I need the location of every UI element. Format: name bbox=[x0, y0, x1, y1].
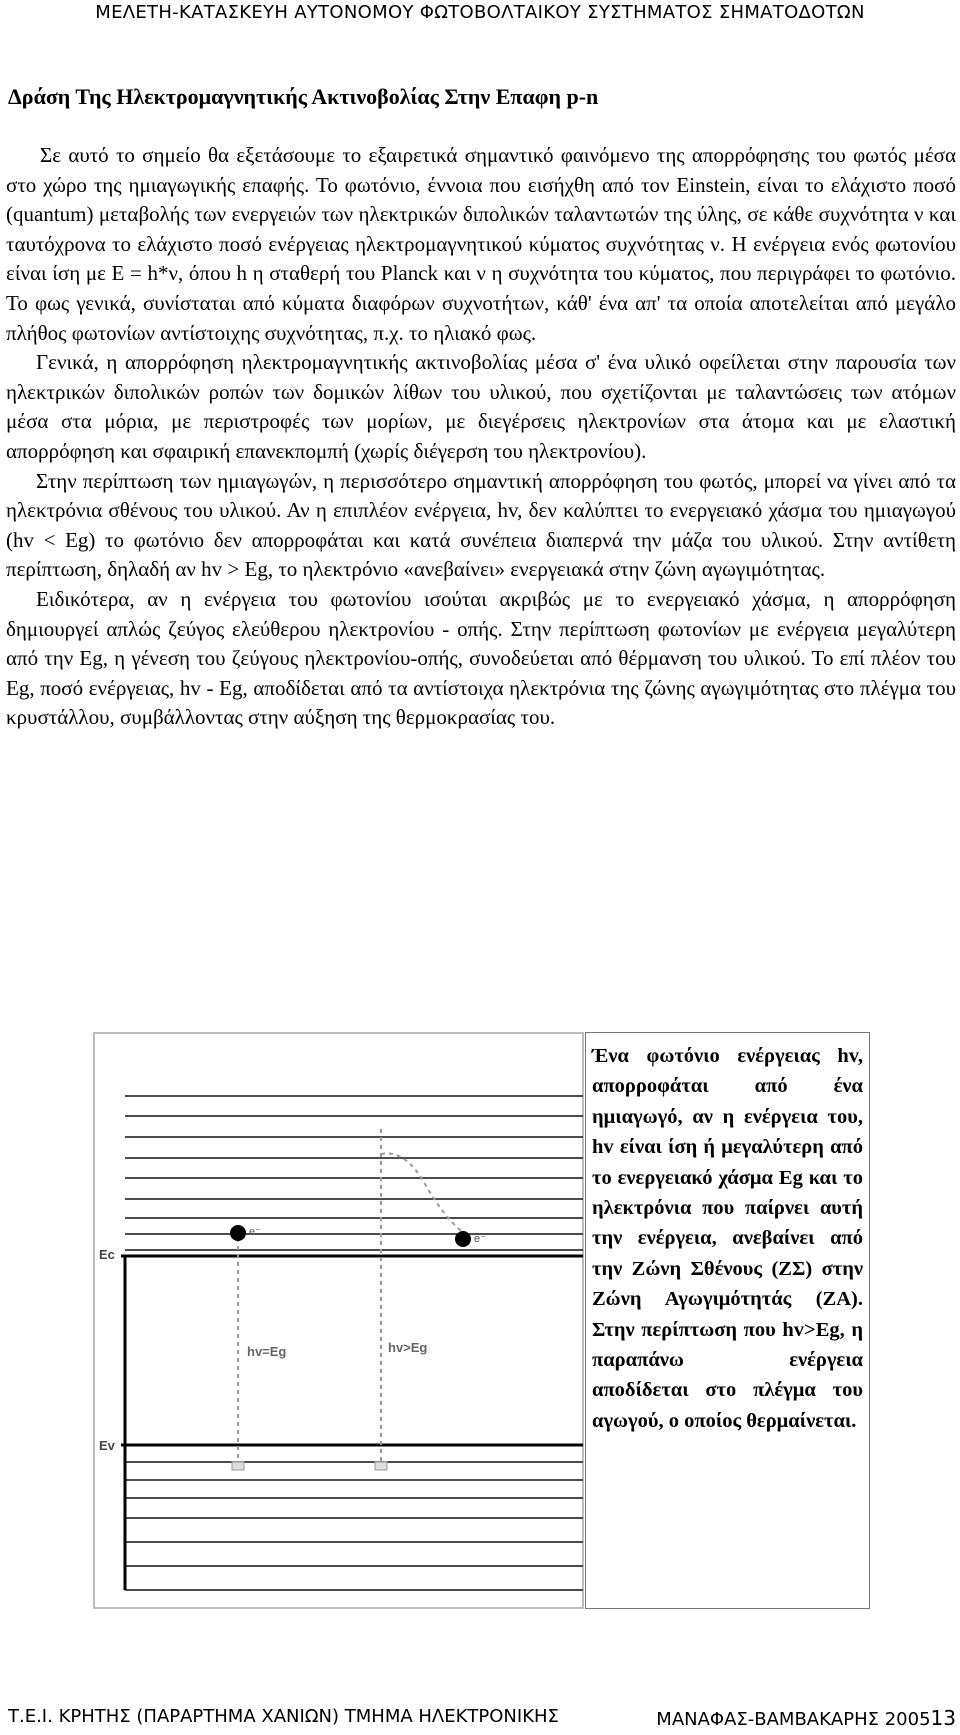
paragraph: Σε αυτό το σημείο θα εξετάσουμε το εξαιρετικά σημαντικό φαινόμενο της απορρόφησης του φωτός μέσα στο χώρο της ημιαγωγικής επαφής. Το φωτόνιο, έννοια που εισήχθη από τον Einstein, είναι το ελάχιστο ποσό (quantum) μεταβολής των ενεργειών των ηλεκτρικών διπολικών ταλαντωτών της ύλης, σε κάθε συχνότητα ν και ταυτόχρονα το ελάχιστο ποσό ενέργειας ηλεκτρομαγνητικού κύματος συχνότητας ν. Η ενέργεια ενός φωτονίου είναι ίση με E = h*ν, όπου h η σταθερή του Planck και ν η συχνότητα του κύματος, που περιγράφει το φωτόνιο. Το φως γενικά, συνίσταται από κύματα διαφόρων συχνοτήτων, κάθ' ένα απ' τα οποία αποτελείται από μεγάλο πλήθος φωτονίων αντίστοιχης συχνότητας, π.χ. το ηλιακό φως. bbox=[6, 143, 956, 345]
footer-authors-text: ΜΑΝΑΦΑΣ-ΒΑΜΒΑΚΑΡΗΣ 2005 bbox=[656, 1709, 931, 1730]
ec-label: Ec bbox=[99, 1247, 115, 1262]
electron-label: e⁻ bbox=[474, 1233, 486, 1245]
electron-icon bbox=[455, 1231, 471, 1247]
figure-caption: Ένα φωτόνιο ενέργειας hv, απορροφάται από ένα ημιαγωγό, αν η ενέργεια του, hv είναι ίση ή μεγαλύτερη από το ενεργειακό χάσμα Eg και το ηλεκτρόνια που παίρνει αυτή την ενέργεια, ανεβαίνει από την Ζώνη Σθένους (ΖΣ) στην Ζώνη Αγωγιμότητάς (ΖΑ). Στην περίπτωση που hv>Eg, η παραπάνω ενέργεια αποδίδεται στο πλέγμα του αγωγού, ο οποίος θερμαίνεται. bbox=[585, 1032, 870, 1609]
photon-origin-marker bbox=[375, 1462, 387, 1470]
band-diagram bbox=[95, 1034, 586, 1611]
ev-label: Ev bbox=[99, 1438, 115, 1453]
conduction-band-lines bbox=[125, 1096, 583, 1250]
band-diagram-figure bbox=[93, 1032, 584, 1609]
photon-origin-marker bbox=[232, 1462, 244, 1470]
body-text bbox=[6, 141, 956, 733]
hv-greater-label: hv>Eg bbox=[388, 1340, 428, 1355]
electron-label: e⁻ bbox=[249, 1226, 261, 1238]
footer-institution: Τ.Ε.Ι. ΚΡΗΤΗΣ (ΠΑΡΑΡΤΗΜΑ ΧΑΝΙΩΝ) ΤΜΗΜΑ ΗΛΕΚΤΡΟΝΙΚΗΣ bbox=[8, 1706, 559, 1727]
paragraph: Γενικά, η απορρόφηση ηλεκτρομαγνητικής ακτινοβολίας μέσα σ' ένα υλικό οφείλεται στην παρουσία των ηλεκτρικών διπολικών ροπών των δομικών λίθων του υλικού, που σχετίζονται με ταλαντώσεις των ατόμων μέσα στα μόρια, με περιστροφές των μορίων, με διεγέρσεις ηλεκτρονίων στα άτομα και με ελαστική απορρόφηση και σφαιρική επανεκπομπή (χωρίς διέγερση του ηλεκτρονίου). bbox=[6, 350, 956, 463]
electron-icon bbox=[230, 1225, 246, 1241]
section-title: Δράση Της Ηλεκτρομαγνητικής Ακτινοβολίας Στην Επαφη p-n bbox=[8, 84, 599, 109]
hv-equal-label: hv=Eg bbox=[247, 1344, 287, 1359]
page-number: 13 bbox=[930, 1706, 956, 1730]
thermal-relaxation-path bbox=[381, 1153, 465, 1234]
valence-band-lines bbox=[125, 1462, 583, 1590]
paragraph: Στην περίπτωση των ημιαγωγών, η περισσότερο σημαντική απορρόφηση του φωτός, μπορεί να γίνει από τα ηλεκτρόνια σθένους του υλικού. Αν η επιπλέον ενέργεια, hv, δεν καλύπτει το ενεργειακό χάσμα του ημιαγωγού (hv < Eg) το φωτόνιο δεν απορροφάται και κατά συνέπεια διαπερνά την μάζα του υλικού. Στην αντίθετη περίπτωση, δηλαδή αν hv > Eg, το ηλεκτρόνιο «ανεβαίνει» ενεργειακά στην ζώνη αγωγιμότητας. bbox=[6, 468, 956, 582]
footer-authors bbox=[656, 1706, 956, 1730]
paragraph: Ειδικότερα, αν η ενέργεια του φωτονίου ισούται ακριβώς με το ενεργειακό χάσμα, η απορρόφηση δημιουργεί απλώς ζεύγος ελεύθερου ηλεκτρονίου - οπής. Στην περίπτωση φωτονίων με ενέργεια μεγαλύτερη από την Eg, η γένεση του ζεύγους ηλεκτρονίου-οπής, συνοδεύεται από θέρμανση του υλικού. Το επί πλέον του Eg, ποσό ενέργειας, hv - Eg, αποδίδεται από τα αντίστοιχα ηλεκτρόνια της ζώνης αγωγιμότητας στο πλέγμα του κρυστάλλου, συμβάλλοντας στην αύξηση της θερμοκρασίας του. bbox=[6, 586, 956, 730]
page-header: ΜΕΛΕΤΗ-ΚΑΤΑΣΚΕΥΗ ΑΥΤΟΝΟΜΟΥ ΦΩΤΟΒΟΛΤΑΙΚΟΥ ΣΥΣΤΗΜΑΤΟΣ ΣΗΜΑΤΟΔΟΤΩΝ bbox=[95, 2, 865, 23]
